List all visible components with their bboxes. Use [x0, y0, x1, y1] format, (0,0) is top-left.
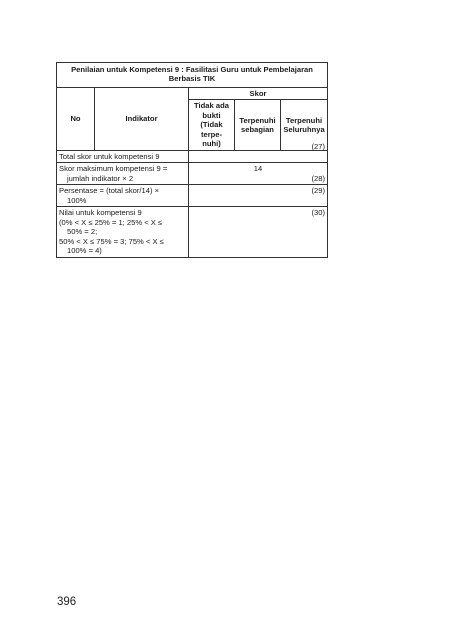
header-tidak-ada-bukti: Tidak ada bukti (Tidak terpe- nuhi)	[189, 100, 235, 150]
row-code: (29)	[311, 186, 325, 196]
header-terpenuhi-seluruhnya: Terpenuhi Seluruhnya	[281, 100, 328, 150]
table-title-row	[57, 63, 328, 88]
row-code: (27)	[311, 142, 325, 152]
title-line-1: Penilaian untuk Kompetensi 9 : Fasilitasi Guru untuk Pembelajaran	[71, 65, 313, 74]
table-title	[57, 63, 328, 88]
table-row	[57, 163, 328, 185]
page-number: 396	[57, 596, 77, 608]
row-label: Total skor untuk kompetensi 9	[57, 150, 189, 162]
header-terpenuhi-sebagian: Terpenuhi sebagian	[235, 100, 281, 150]
row-score-cell	[189, 163, 328, 185]
row-label: Skor maksimum kompetensi 9 = jumlah indikator × 2	[57, 163, 189, 185]
table-row	[57, 185, 328, 207]
row-label: Persentase = (total skor/14) × 100%	[57, 185, 189, 207]
header-skor: Skor	[189, 87, 328, 99]
header-row-1	[57, 87, 328, 99]
row-label: Nilai untuk kompetensi 9 (0% < X ≤ 25% = 1; 25% < X ≤ 50% = 2; 50% < X ≤ 75% = 3; 75% < X ≤ 100% = 4)	[57, 207, 189, 257]
row-mid-value: 14	[253, 164, 263, 174]
row-score-cell	[189, 207, 328, 257]
row-code: (30)	[311, 208, 325, 218]
table-row	[57, 207, 328, 257]
row-score-cell	[189, 185, 328, 207]
row-code: (28)	[311, 173, 325, 183]
header-no: No	[57, 87, 95, 150]
table-row	[57, 150, 328, 162]
row-score-cell	[189, 142, 328, 162]
title-line-2: Berbasis TIK	[168, 74, 216, 84]
assessment-table	[56, 62, 328, 258]
header-indikator: Indikator	[95, 87, 189, 150]
